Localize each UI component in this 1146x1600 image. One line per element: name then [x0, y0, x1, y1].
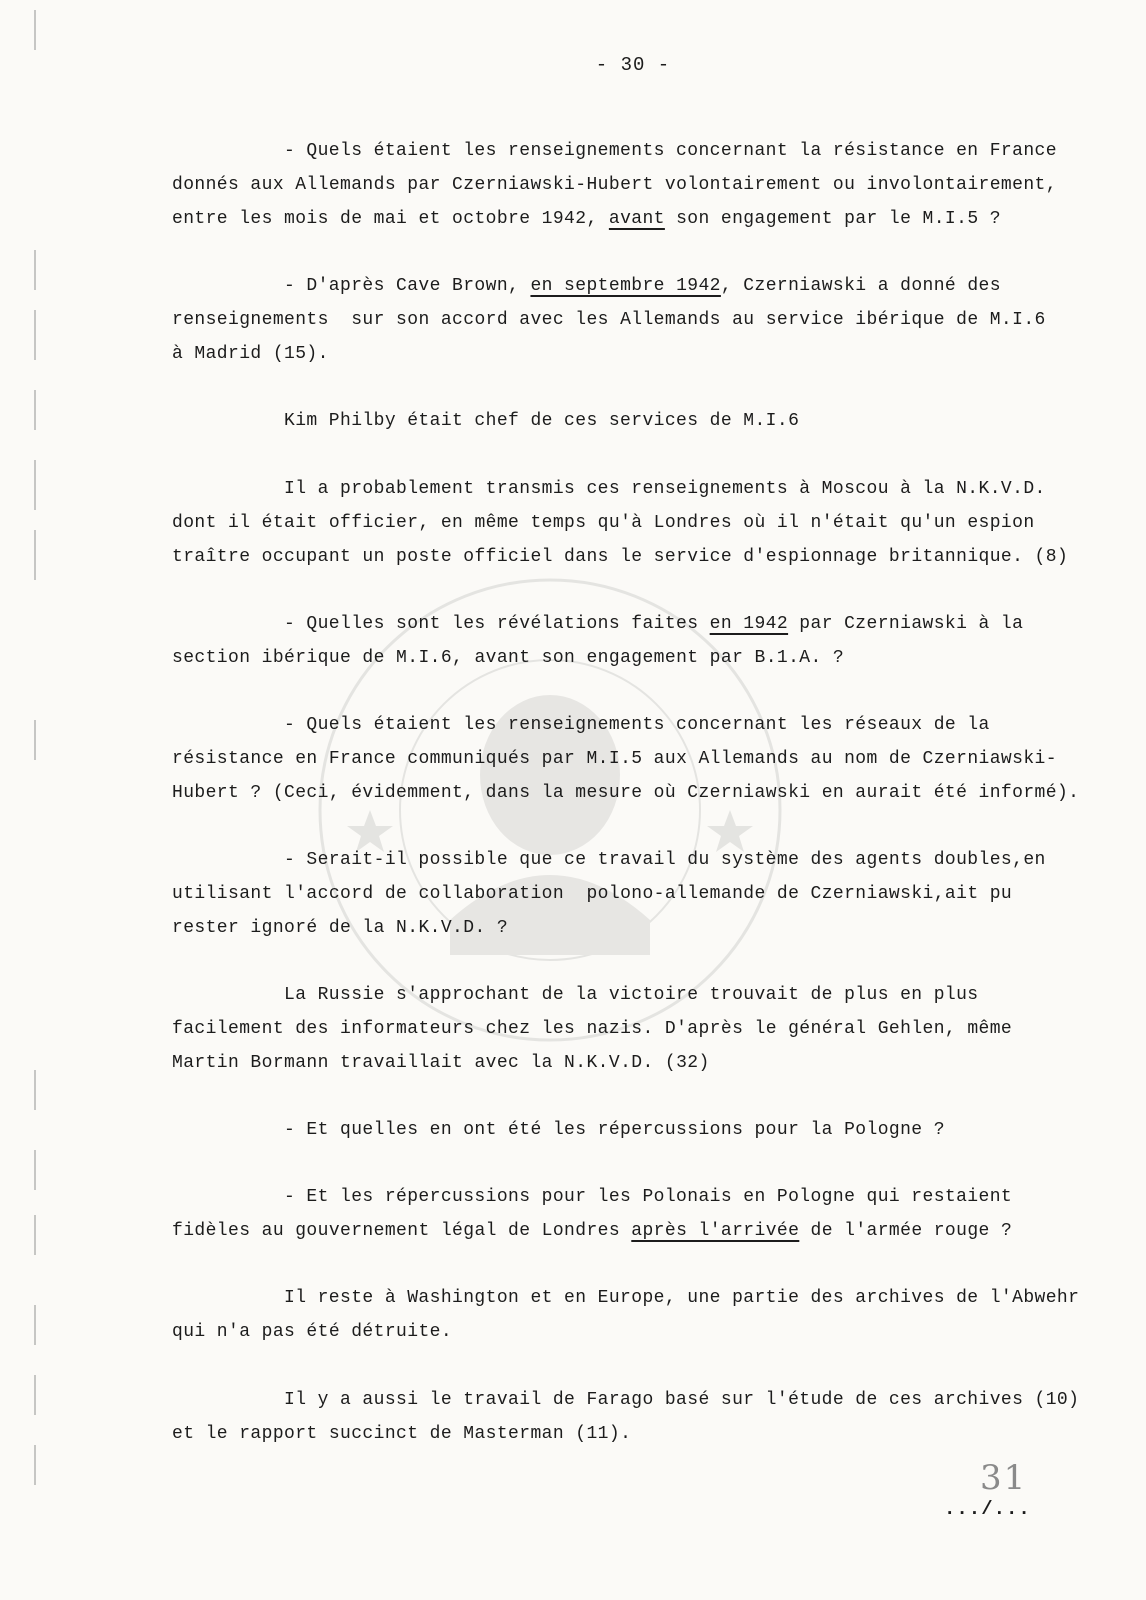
text-run: Martin Bormann travaillait avec la N.K.V.D. (32) — [172, 1053, 710, 1073]
text-line — [172, 168, 1082, 202]
text-run: Il reste à Washington et en Europe, une partie des archives de l'Abwehr — [284, 1288, 1080, 1308]
underlined-text: avant — [608, 209, 665, 229]
text-run: traître occupant un poste officiel dans le service d'espionnage britannique. (8) — [172, 547, 1069, 567]
paragraph — [172, 1113, 1082, 1147]
text-run: - Serait-il possible que ce travail du système des agents doubles,en — [284, 850, 1046, 870]
binding-edge-mark — [34, 1445, 36, 1485]
binding-edge-mark — [34, 10, 36, 50]
text-run: rester ignoré de la N.K.V.D. ? — [172, 918, 509, 938]
text-run: La Russie s'approchant de la victoire trouvait de plus en plus — [284, 985, 979, 1005]
text-run: Il a probablement transmis ces renseignements à Moscou à la N.K.V.D. — [284, 479, 1046, 499]
text-run: renseignements sur son accord avec les Allemands au service ibérique de M.I.6 — [172, 310, 1046, 330]
text-run: Hubert ? (Ceci, évidemment, dans la mesure où Czerniawski en aurait été informé). — [172, 783, 1080, 803]
text-line — [172, 1113, 1082, 1147]
binding-edge-mark — [34, 1215, 36, 1255]
text-line — [172, 978, 1082, 1012]
paragraph — [172, 269, 1082, 371]
text-line — [172, 404, 1082, 438]
paragraph — [172, 404, 1082, 438]
text-run: - Quelles sont les révélations faites — [284, 614, 710, 634]
text-run: fidèles au gouvernement légal de Londres — [172, 1221, 632, 1241]
text-run: utilisant l'accord de collaboration polono-allemande de Czerniawski,ait pu — [172, 884, 1013, 904]
underlined-text: en 1942 — [709, 614, 789, 634]
binding-edge-mark — [34, 1375, 36, 1415]
text-line — [172, 472, 1082, 506]
text-run: - Et quelles en ont été les répercussions pour la Pologne ? — [284, 1120, 945, 1140]
text-line — [172, 540, 1082, 574]
continuation-mark: .../... — [944, 1498, 1031, 1520]
text-line — [172, 1046, 1082, 1080]
text-run: qui n'a pas été détruite. — [172, 1322, 453, 1342]
binding-edge-mark — [34, 390, 36, 430]
underlined-text: en septembre 1942 — [530, 276, 721, 296]
binding-edge-mark — [34, 460, 36, 510]
text-run: à Madrid (15). — [172, 344, 329, 364]
text-line — [172, 911, 1082, 945]
text-run: - Quels étaient les renseignements concernant la résistance en France — [284, 141, 1057, 161]
text-line — [172, 337, 1082, 371]
text-line — [172, 303, 1082, 337]
text-line — [172, 1417, 1082, 1451]
text-run: - D'après Cave Brown, — [284, 276, 531, 296]
paragraph — [172, 708, 1082, 810]
text-line — [172, 506, 1082, 540]
text-line — [172, 776, 1082, 810]
paragraph — [172, 1180, 1082, 1248]
binding-edge-mark — [34, 1070, 36, 1110]
text-run: Il y a aussi le travail de Farago basé sur l'étude de ces archives (10) — [284, 1390, 1080, 1410]
binding-edge-mark — [34, 1150, 36, 1190]
paragraph — [172, 134, 1082, 236]
paragraph — [172, 607, 1082, 675]
handwritten-page-number: 31 — [980, 1458, 1028, 1498]
text-run: son engagement par le M.I.5 ? — [664, 209, 1001, 229]
text-run: - Et les répercussions pour les Polonais en Pologne qui restaient — [284, 1187, 1013, 1207]
text-run: facilement des informateurs chez les nazis. D'après le général Gehlen, même — [172, 1019, 1013, 1039]
binding-edge-mark — [34, 310, 36, 360]
text-line — [172, 708, 1082, 742]
text-run: , Czerniawski a donné des — [720, 276, 1001, 296]
paragraph — [172, 978, 1082, 1080]
page-number: - 30 - — [595, 54, 671, 76]
text-line — [172, 1315, 1082, 1349]
binding-edge-mark — [34, 720, 36, 760]
text-line — [172, 843, 1082, 877]
text-run: entre les mois de mai et octobre 1942, — [172, 209, 609, 229]
underlined-text: après l'arrivée — [631, 1221, 800, 1241]
paragraph — [172, 1281, 1082, 1349]
text-line — [172, 607, 1082, 641]
binding-edge-mark — [34, 250, 36, 290]
text-line — [172, 877, 1082, 911]
text-run: dont il était officier, en même temps qu'à Londres où il n'était qu'un espion — [172, 513, 1035, 533]
text-run: et le rapport succinct de Masterman (11). — [172, 1424, 632, 1444]
text-line — [172, 742, 1082, 776]
text-line — [172, 641, 1082, 675]
text-line — [172, 1281, 1082, 1315]
text-line — [172, 1383, 1082, 1417]
binding-edge-mark — [34, 1305, 36, 1345]
paragraph — [172, 843, 1082, 945]
text-run: Kim Philby était chef de ces services de M.I.6 — [284, 411, 800, 431]
paragraph — [172, 1383, 1082, 1451]
binding-edge-mark — [34, 530, 36, 580]
paragraph — [172, 472, 1082, 574]
text-run: - Quels étaient les renseignements concernant les réseaux de la — [284, 715, 990, 735]
text-line — [172, 202, 1082, 236]
text-line — [172, 1214, 1082, 1248]
text-line — [172, 1180, 1082, 1214]
text-run: section ibérique de M.I.6, avant son engagement par B.1.A. ? — [172, 648, 845, 668]
text-run: résistance en France communiqués par M.I.5 aux Allemands au nom de Czerniawski- — [172, 749, 1057, 769]
text-run: de l'armée rouge ? — [799, 1221, 1013, 1241]
text-run: donnés aux Allemands par Czerniawski-Hubert volontairement ou involontairement, — [172, 175, 1057, 195]
text-line — [172, 269, 1082, 303]
text-line — [172, 134, 1082, 168]
text-run: par Czerniawski à la — [788, 614, 1024, 634]
text-line — [172, 1012, 1082, 1046]
